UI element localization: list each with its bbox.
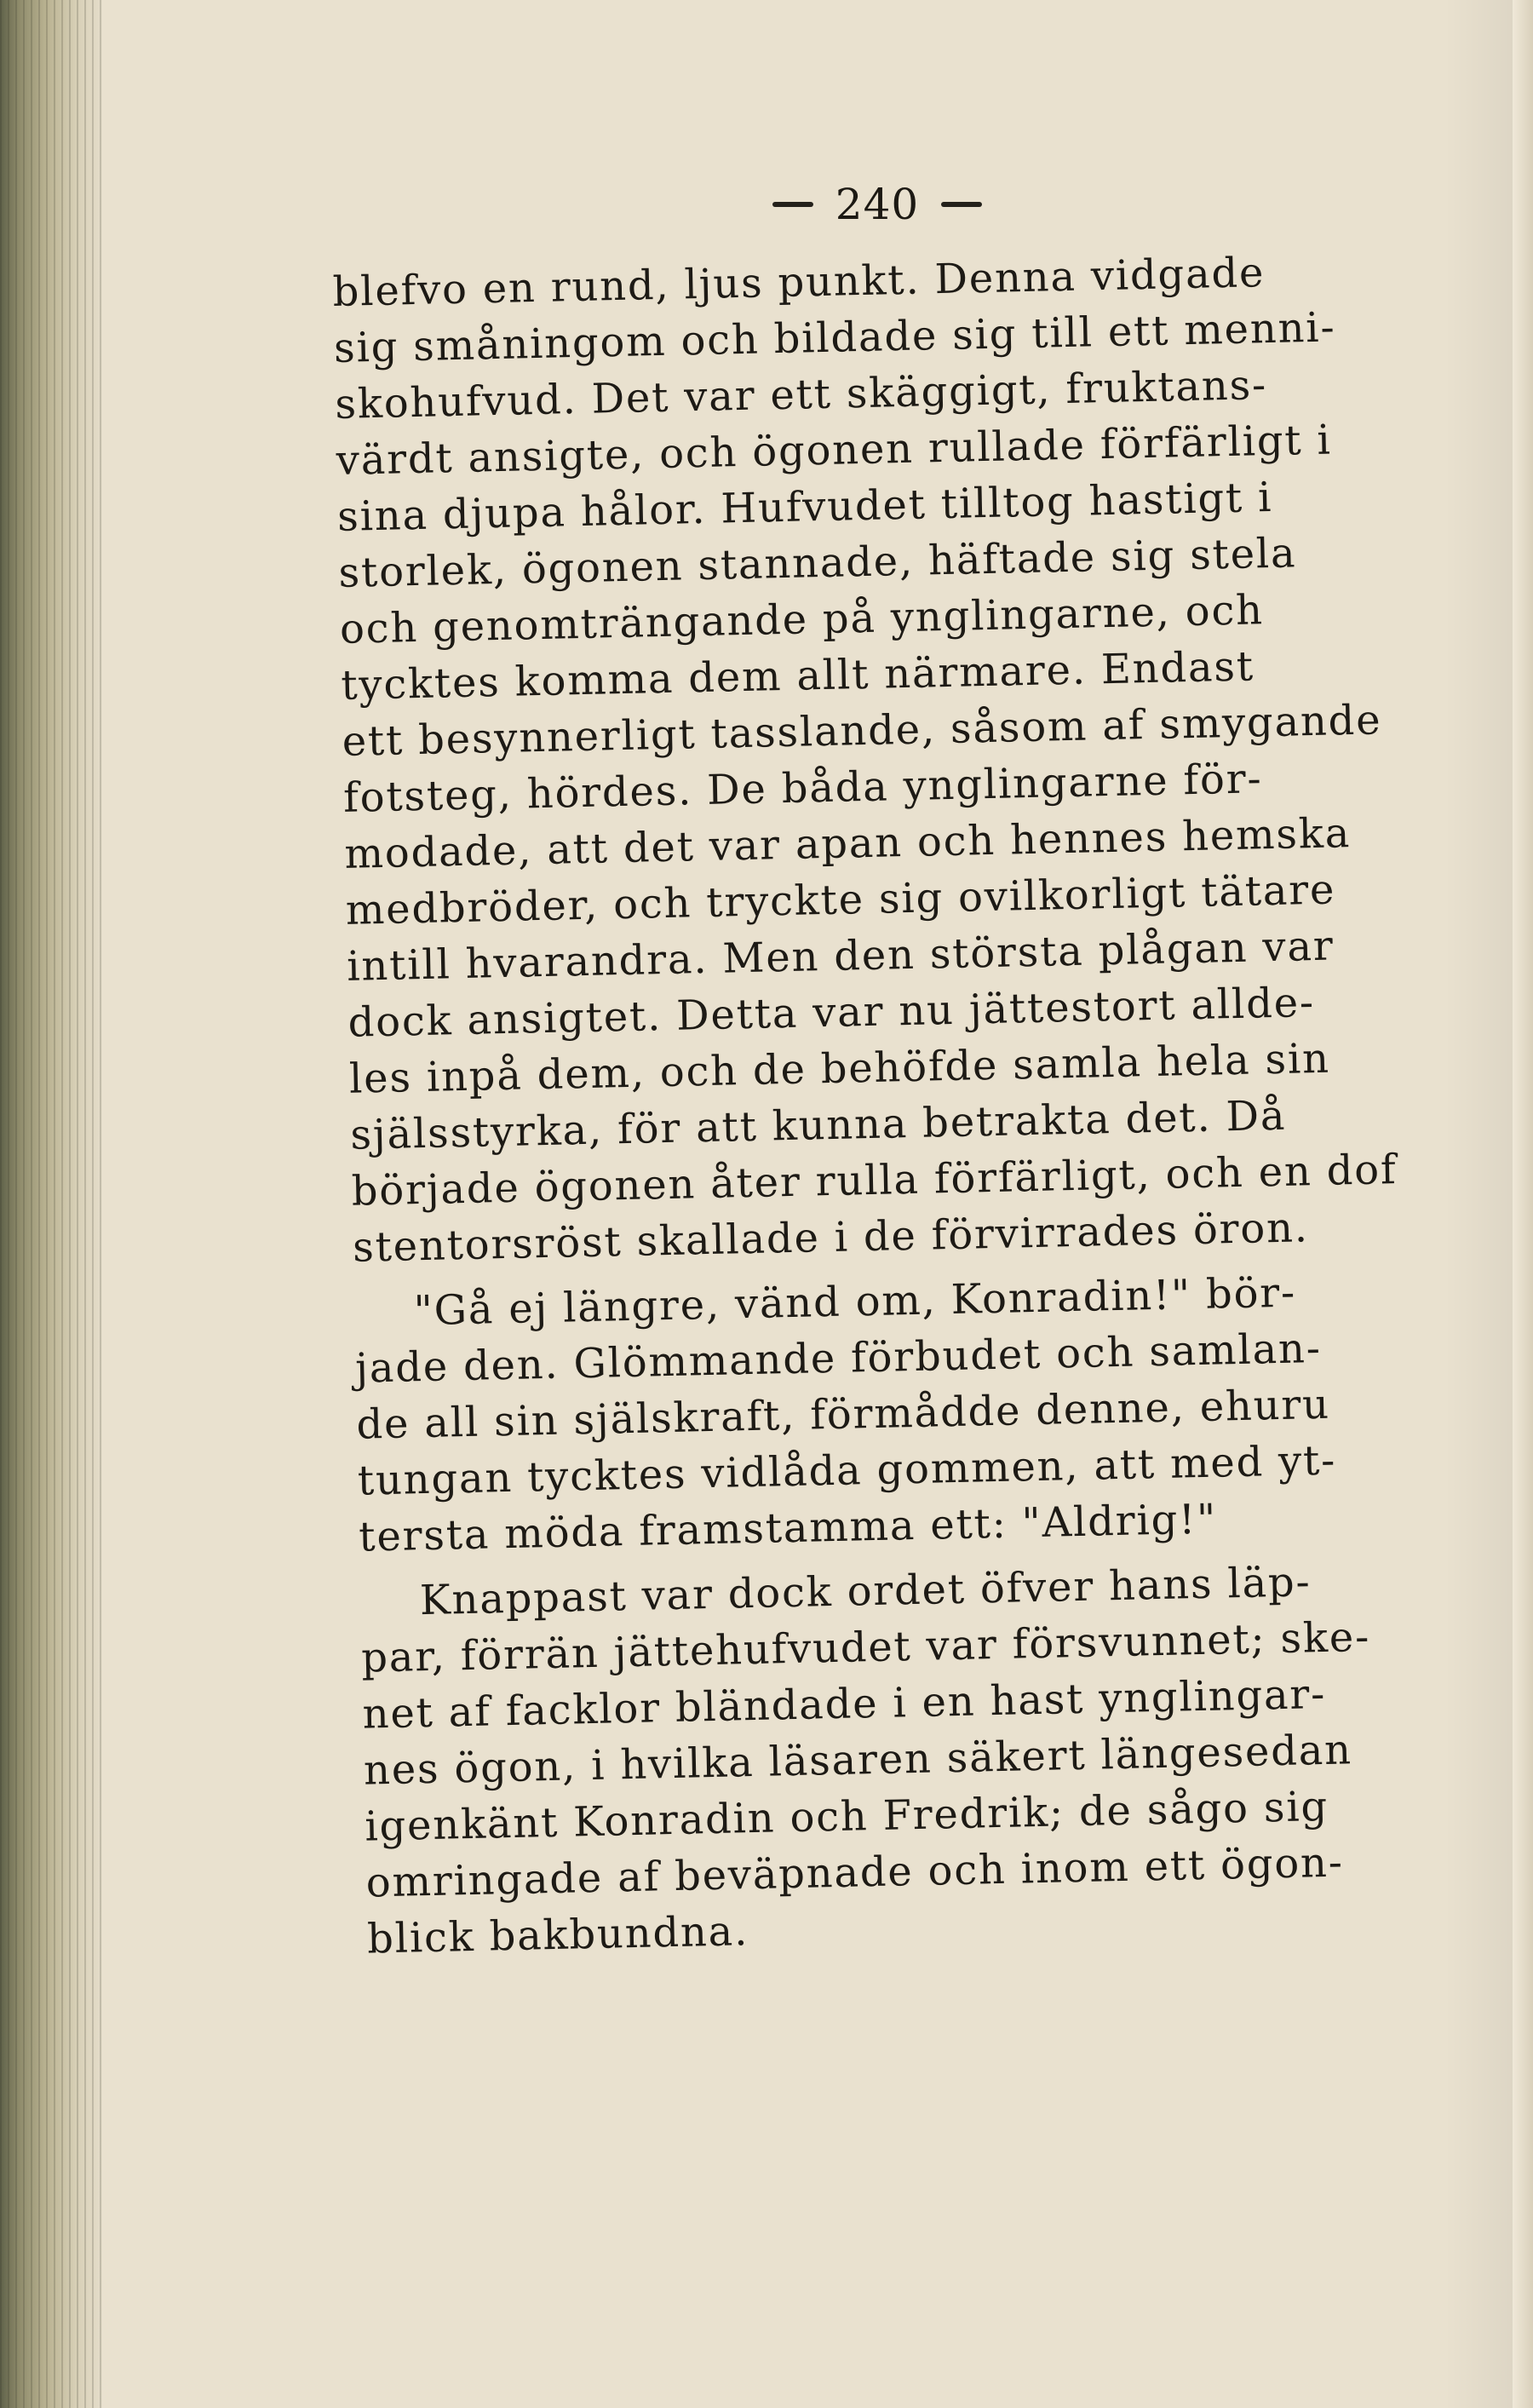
text-line: storlek, ögonen stannade, häftade sig stela [338, 529, 1297, 597]
text-line: les inpå dem, och de behöfde samla hela sin [348, 1034, 1331, 1103]
text-line: blefvo en rund, ljus punkt. Denna vidgade [332, 249, 1266, 316]
text-line: modade, att det var apan och hennes hemska [343, 809, 1352, 878]
text-line: Knappast var dock ordet öfver hans läp- [419, 1558, 1312, 1625]
right-dash [941, 202, 982, 207]
body-text [332, 240, 1518, 1968]
paragraph-1 [332, 240, 1503, 1276]
text-line: skohufvud. Det var ett skäggigt, fruktans- [334, 361, 1268, 428]
page-header [732, 175, 1022, 234]
page-number: 240 [835, 180, 920, 229]
text-line: medbröder, och tryckte sig ovilkorligt tätare [345, 865, 1336, 934]
spine-texture [0, 0, 102, 2408]
text-line: blick bakbundna. [366, 1907, 749, 1963]
page-edge [1513, 0, 1533, 2408]
text-line: dock ansigtet. Detta var nu jättestort allde- [347, 979, 1316, 1047]
text-line: tycktes komma dem allt närmare. Endast [340, 642, 1255, 710]
text-line: tungan tycktes vidlåda gommen, att med yt- [357, 1436, 1337, 1505]
text-line: jade den. Glömmande förbudet och samlan- [354, 1324, 1323, 1393]
text-line: igenkänt Konradin och Fredrik; de sågo sig [364, 1782, 1329, 1851]
text-line: par, förrän jättehufvudet var försvunnet; ske- [360, 1612, 1371, 1682]
text-line: de all sin själskraft, förmådde denne, ehuru [355, 1380, 1331, 1449]
paragraph-2 [353, 1260, 1509, 1565]
text-line: och genomträngande på ynglingarne, och [339, 586, 1265, 653]
text-line: fotsteg, hördes. De båda ynglingarne för- [342, 755, 1264, 822]
text-line: nes ögon, i hvilka läsaren säkert längesedan [363, 1726, 1353, 1795]
text-line: sig småningom och bildade sig till ett menni- [333, 303, 1336, 372]
text-line: stentorsröst skallade i de förvirrades öron. [352, 1204, 1310, 1272]
text-line: omringade af beväpnade och inom ett ögon- [365, 1838, 1345, 1907]
text-line: intill hvarandra. Men den största plågan var [346, 922, 1335, 991]
text-line: ett besynnerligt tasslande, såsom af smygande [342, 696, 1382, 766]
text-line: net af facklor bländade i en hast ynglingar- [362, 1670, 1327, 1738]
text-line: tersta möda framstamma ett: "Aldrig!" [358, 1495, 1218, 1561]
text-line: började ögonen åter rulla förfärligt, och en dof [351, 1146, 1398, 1215]
left-dash [772, 202, 813, 207]
text-line: "Gå ej längre, vänd om, Konradin!" bör- [413, 1268, 1297, 1336]
paragraph-3 [359, 1549, 1517, 1967]
text-line: värdt ansigte, och ögonen rullade förfärligt i [336, 416, 1333, 485]
text-line: sina djupa hålor. Hufvudet tilltog hastigt i [336, 473, 1273, 541]
text-line: själsstyrka, för att kunna betrakta det. Då [349, 1091, 1287, 1159]
